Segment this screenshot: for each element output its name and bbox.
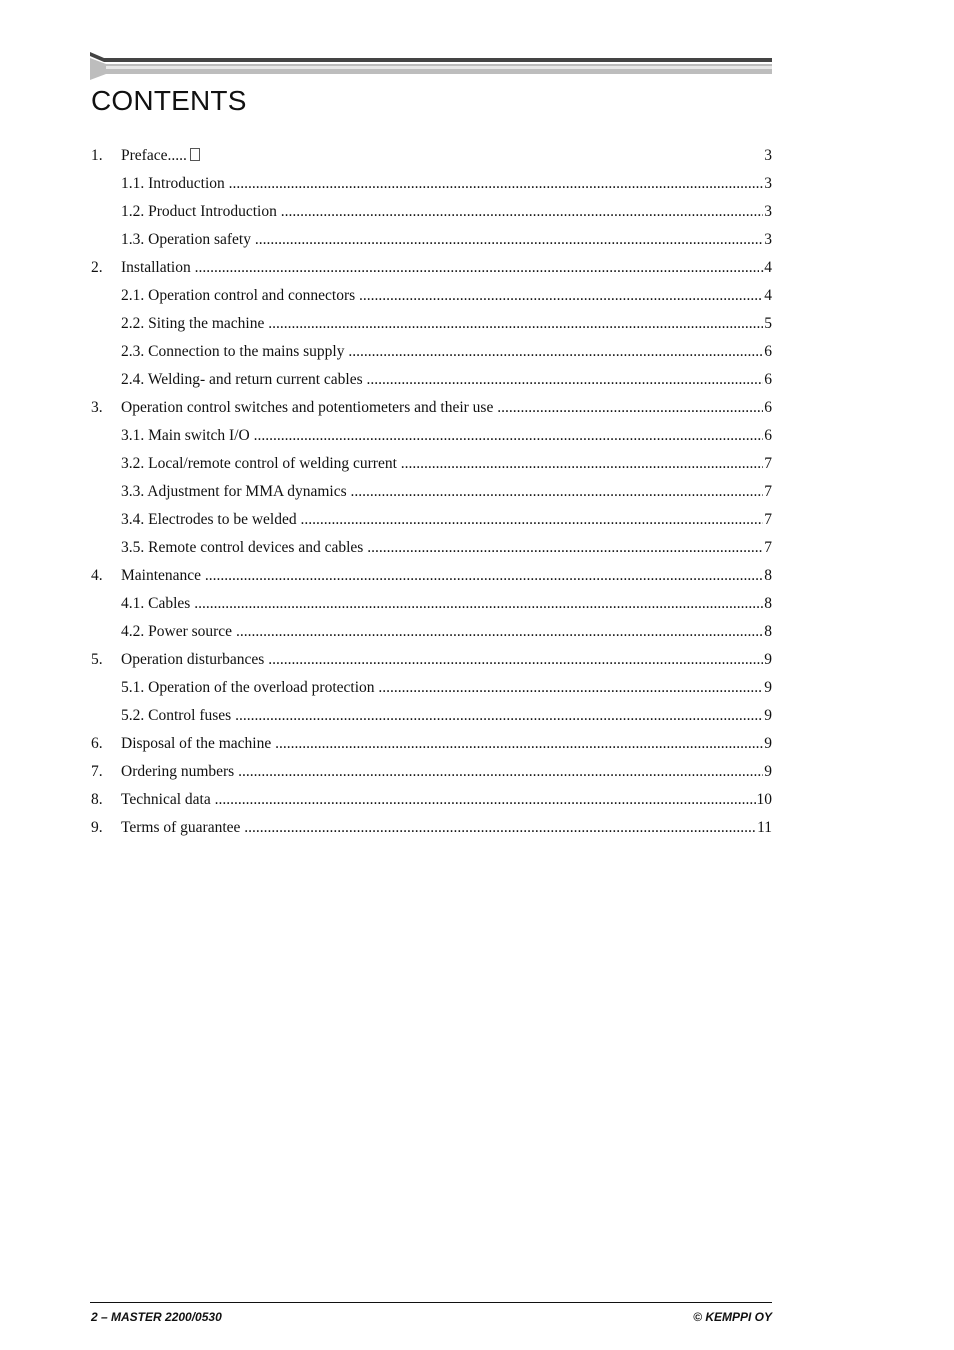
page-title: CONTENTS	[91, 85, 247, 116]
toc-entry-title: 1.3. Operation safety	[121, 231, 251, 248]
dot-leader	[234, 763, 763, 780]
toc-entry-title-wrap	[121, 310, 763, 338]
dot-leader	[493, 399, 763, 416]
toc-entry-page: 3	[763, 142, 772, 170]
toc-entry-title-wrap	[121, 786, 756, 814]
toc-entry-title-wrap	[121, 730, 763, 758]
toc-entry-title: 5.2. Control fuses	[121, 707, 232, 724]
toc-entry-title-wrap	[121, 562, 763, 590]
toc-entry-number: 5.	[91, 651, 103, 668]
toc-entry-page: 5	[763, 310, 772, 338]
toc-entry[interactable]	[91, 758, 772, 786]
toc-entry-page: 6	[763, 366, 772, 394]
dot-leader	[232, 623, 763, 640]
toc-entry-page: 7	[763, 450, 772, 478]
toc-entry-page: 9	[763, 730, 772, 758]
toc-entry[interactable]	[91, 814, 772, 842]
toc-entry-page: 7	[763, 506, 772, 534]
toc-entry-number: 9.	[91, 819, 103, 836]
toc-entry-title: Preface.....	[121, 147, 187, 164]
toc-entry-title: Technical data	[121, 791, 211, 808]
toc-entry-title-wrap	[121, 534, 763, 562]
dot-leader	[375, 679, 764, 696]
dot-leader	[201, 567, 763, 584]
toc-entry-title: 1.1. Introduction	[121, 175, 225, 192]
toc-subentry[interactable]	[91, 170, 772, 198]
toc-entry-title: 4.1. Cables	[121, 595, 191, 612]
toc-entry-number: 4.	[91, 567, 103, 584]
toc-entry-title-wrap	[121, 674, 763, 702]
footer-document-label: 2 – MASTER 2200/0530	[91, 1310, 222, 1324]
toc-entry-page: 9	[763, 646, 772, 674]
dot-leader	[190, 595, 763, 612]
toc-entry[interactable]	[91, 394, 772, 422]
toc-entry-title-wrap	[121, 142, 763, 170]
toc-entry-title: 3.3. Adjustment for MMA dynamics	[121, 483, 347, 500]
toc-entry-title-wrap	[121, 282, 763, 310]
toc-entry-title-wrap	[121, 478, 763, 506]
toc-entry-title-wrap	[121, 394, 763, 422]
toc-entry-title: 3.5. Remote control devices and cables	[121, 539, 364, 556]
dot-leader	[264, 315, 763, 332]
toc-entry-title: 3.2. Local/remote control of welding current	[121, 455, 397, 472]
toc-entry-title: 2.4. Welding- and return current cables	[121, 371, 363, 388]
dot-leader	[191, 259, 760, 276]
toc-entry-page: 8	[763, 562, 772, 590]
dot-leader	[397, 455, 763, 472]
table-of-contents	[91, 142, 772, 842]
toc-subentry[interactable]	[91, 450, 772, 478]
toc-entry-title-wrap	[121, 590, 763, 618]
toc-subentry[interactable]	[91, 674, 772, 702]
toc-entry-title-wrap	[121, 646, 763, 674]
footer-divider	[90, 1302, 772, 1303]
toc-entry-title: 2.1. Operation control and connectors	[121, 287, 356, 304]
toc-entry-title: Maintenance	[121, 567, 202, 584]
dot-leader	[297, 511, 764, 528]
toc-entry-title: 5.1. Operation of the overload protection	[121, 679, 375, 696]
toc-entry-number: 7.	[91, 763, 103, 780]
dot-leader	[363, 539, 763, 556]
toc-subentry[interactable]	[91, 702, 772, 730]
toc-entry-title-wrap	[121, 450, 763, 478]
toc-entry-title: Operation disturbances	[121, 651, 265, 668]
toc-entry[interactable]	[91, 254, 772, 282]
dot-leader	[344, 343, 763, 360]
dot-leader	[225, 175, 764, 192]
toc-entry-title: 3.1. Main switch I/O	[121, 427, 250, 444]
toc-subentry[interactable]	[91, 534, 772, 562]
dot-leader	[250, 427, 764, 444]
toc-entry-title: Terms of guarantee	[121, 819, 241, 836]
toc-entry-number: 1.	[91, 147, 103, 164]
toc-subentry[interactable]	[91, 590, 772, 618]
toc-entry-title: Operation control switches and potentiometers and their use	[121, 399, 494, 416]
toc-entry-page: 3	[763, 170, 772, 198]
missing-glyph-icon	[190, 148, 200, 161]
toc-entry-title: 1.2. Product Introduction	[121, 203, 277, 220]
dot-leader	[211, 791, 756, 808]
toc-entry-page: 11	[756, 814, 772, 842]
toc-entry-title-wrap	[121, 254, 759, 282]
toc-entry-page: 8	[763, 618, 772, 646]
toc-entry-title-wrap	[121, 702, 763, 730]
toc-subentry[interactable]	[91, 198, 772, 226]
toc-entry-title-wrap	[121, 226, 763, 254]
header-decoration-bar	[90, 52, 772, 80]
dot-leader	[355, 287, 763, 304]
toc-entry-title: Disposal of the machine	[121, 735, 272, 752]
toc-entry-title: 3.4. Electrodes to be welded	[121, 511, 297, 528]
toc-entry-page: 6	[763, 394, 772, 422]
toc-subentry[interactable]	[91, 338, 772, 366]
toc-entry-title: Ordering numbers	[121, 763, 235, 780]
toc-entry[interactable]	[91, 562, 772, 590]
toc-subentry[interactable]	[91, 422, 772, 450]
toc-subentry[interactable]	[91, 226, 772, 254]
toc-entry-page: .4	[759, 254, 772, 282]
dot-leader	[363, 371, 764, 388]
toc-subentry[interactable]	[91, 282, 772, 310]
toc-entry-number: 8.	[91, 791, 103, 808]
toc-entry-page: 9	[763, 702, 772, 730]
toc-entry-title: 4.2. Power source	[121, 623, 233, 640]
toc-entry-page: 3	[763, 226, 772, 254]
dot-leader	[271, 735, 763, 752]
toc-entry-title-wrap	[121, 366, 763, 394]
toc-entry-title: 2.2. Siting the machine	[121, 315, 265, 332]
toc-subentry[interactable]	[91, 310, 772, 338]
dot-leader	[251, 231, 763, 248]
toc-entry[interactable]	[91, 730, 772, 758]
toc-subentry[interactable]	[91, 478, 772, 506]
dot-leader	[277, 203, 763, 220]
toc-subentry[interactable]	[91, 618, 772, 646]
toc-entry-page: 6	[763, 422, 772, 450]
toc-entry-page: 10	[756, 786, 773, 814]
toc-entry-page: 9	[763, 674, 772, 702]
toc-entry[interactable]	[91, 142, 772, 170]
toc-entry-title-wrap	[121, 814, 756, 842]
dot-leader	[347, 483, 764, 500]
toc-entry-title-wrap	[121, 338, 763, 366]
dot-leader	[231, 707, 763, 724]
toc-entry-page: 6	[763, 338, 772, 366]
footer-copyright: © KEMPPI OY	[693, 1310, 772, 1324]
toc-entry[interactable]	[91, 786, 772, 814]
toc-entry-title-wrap	[121, 198, 763, 226]
toc-entry-title-wrap	[121, 170, 763, 198]
toc-entry-page: 9	[763, 758, 772, 786]
toc-entry-title: Installation	[121, 259, 191, 276]
toc-entry-page: 3	[763, 198, 772, 226]
toc-entry-number: 6.	[91, 735, 103, 752]
toc-entry-page: 8	[763, 590, 772, 618]
toc-entry-page: 7	[763, 534, 772, 562]
toc-entry-title: 2.3. Connection to the mains supply	[121, 343, 345, 360]
dot-leader	[264, 651, 763, 668]
toc-entry-title-wrap	[121, 506, 763, 534]
toc-entry-number: 2.	[91, 259, 103, 276]
toc-entry-number: 3.	[91, 399, 103, 416]
toc-entry-title-wrap	[121, 422, 763, 450]
toc-subentry[interactable]	[91, 506, 772, 534]
toc-entry-title-wrap	[121, 758, 763, 786]
toc-entry-page: 7	[763, 478, 772, 506]
toc-subentry[interactable]	[91, 366, 772, 394]
toc-entry-page: 4	[763, 282, 772, 310]
toc-entry-title-wrap	[121, 618, 763, 646]
toc-entry[interactable]	[91, 646, 772, 674]
dot-leader	[240, 819, 756, 836]
